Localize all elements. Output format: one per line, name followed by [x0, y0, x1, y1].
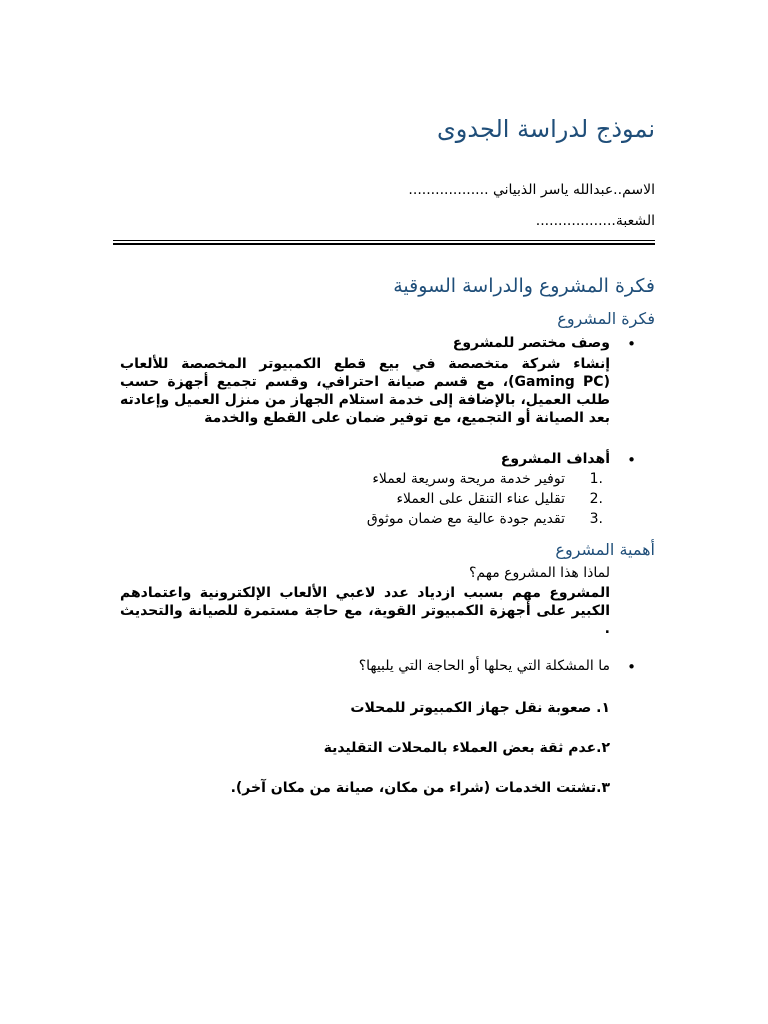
problem-item: ٣.تشتت الخدمات (شراء من مكان، صيانة من مكان آخر).: [230, 780, 610, 796]
goal-item: توفير خدمة مريحة وسريعة لعملاء: [372, 471, 565, 487]
header-divider-thick: [113, 243, 655, 245]
section1-heading: فكرة المشروع والدراسة السوقية: [393, 275, 655, 297]
goal-number: 1.: [589, 471, 603, 487]
name-line: الاسم..عبدالله ياسر الذبياني ..................: [408, 182, 655, 198]
why-question: لماذا هذا المشروع مهم؟: [469, 565, 610, 581]
importance-subheading: أهمية المشروع: [555, 540, 655, 559]
goals-label: أهداف المشروع: [500, 451, 610, 467]
section-line: الشعبة..................: [535, 213, 655, 229]
bullet-icon: •: [627, 335, 636, 353]
goal-number: 3.: [589, 511, 603, 527]
document-title: نموذج لدراسة الجدوى: [437, 115, 655, 143]
problem-question: ما المشكلة التي يحلها أو الحاجة التي يلبيها؟: [358, 658, 610, 674]
description-label: وصف مختصر للمشروع: [452, 335, 610, 351]
why-answer: المشروع مهم بسبب ازدياد عدد لاعبي الألعاب الإلكترونية واعتمادهم الكبير على أجهزة الكمبيوتر القوية، مع حاجة مستمرة للصيانة والتحديث .: [120, 585, 610, 637]
goal-item: تقليل عناء التنقل على العملاء: [396, 491, 565, 507]
problem-item: ٢.عدم ثقة بعض العملاء بالمحلات التقليدية: [323, 740, 610, 756]
header-divider-thin: [113, 240, 655, 241]
description-text: إنشاء شركة متخصصة في بيع قطع الكمبيوتر المخصصة للألعاب (Gaming PC)، مع قسم صيانة احترافي، وقسم تجميع أجهزة حسب طلب العميل، بالإضافة إلى خدمة استلام الجهاز من منزل العميل وإعادته بعد الصيانة أو التجميع، مع توفير ضمان على القطع والخدمة: [120, 356, 610, 426]
bullet-icon: •: [627, 658, 636, 676]
idea-subheading: فكرة المشروع: [557, 309, 655, 328]
goal-number: 2.: [589, 491, 603, 507]
bullet-icon: •: [627, 451, 636, 469]
problem-item: ١. صعوبة نقل جهاز الكمبيوتر للمحلات: [350, 700, 610, 716]
goal-item: تقديم جودة عالية مع ضمان موثوق: [366, 511, 565, 527]
